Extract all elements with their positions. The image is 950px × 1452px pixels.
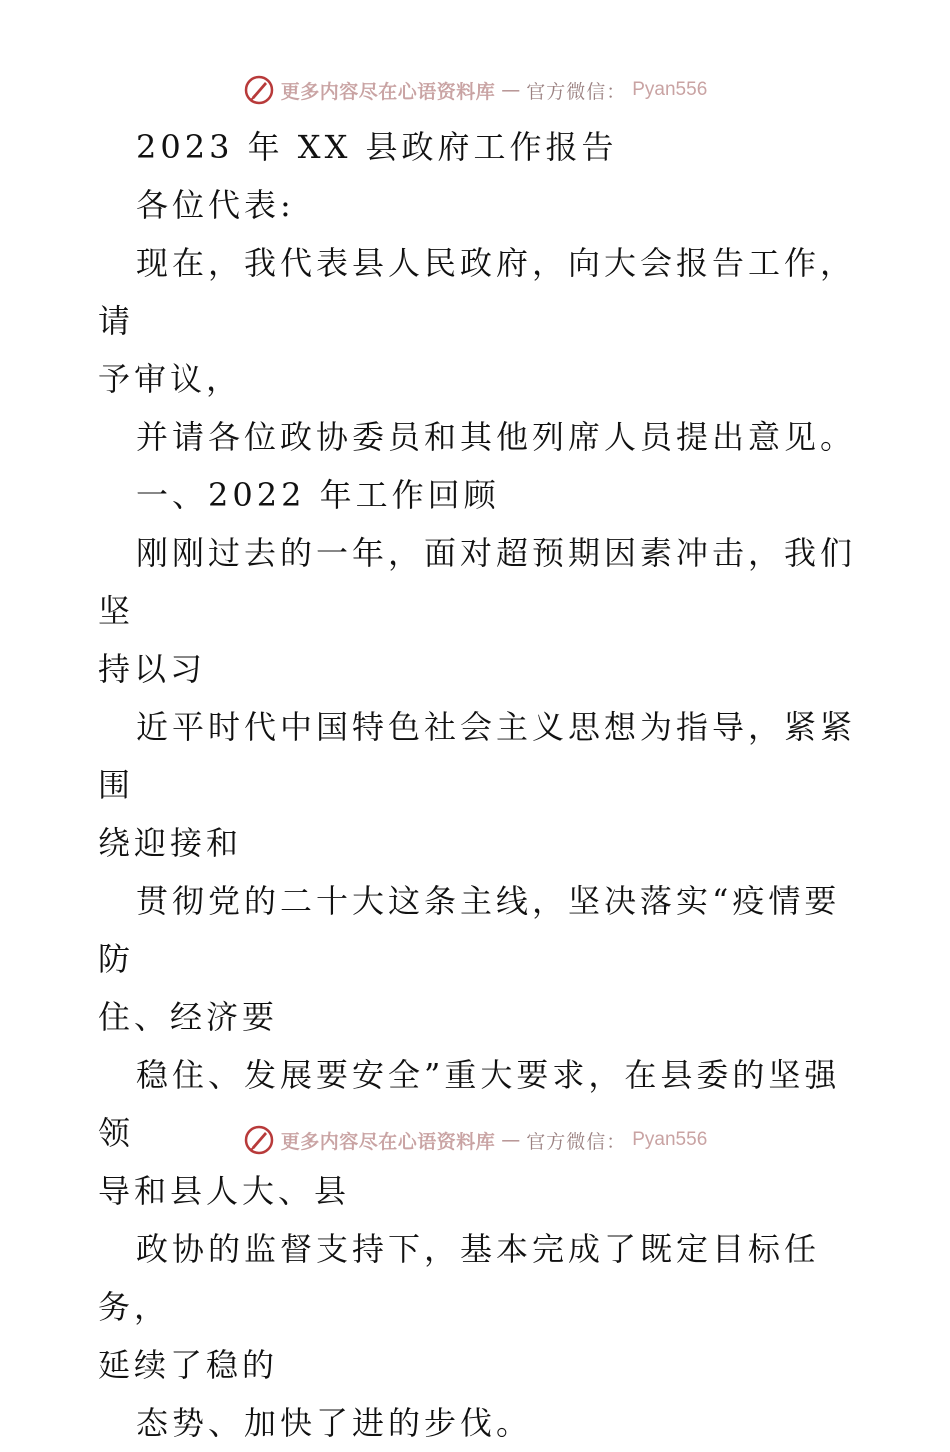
watermark-separator: —: [501, 1129, 521, 1151]
watermark-text: 更多内容尽在心语资料库: [280, 1130, 496, 1153]
paragraph-5: 贯彻党的二十大这条主线，坚决落实“疫情要防 住、经济要: [98, 882, 841, 1036]
quill-logo-icon: [243, 74, 275, 106]
watermark-separator: —: [501, 79, 521, 101]
watermark-id: Pyan556: [632, 1129, 708, 1150]
watermark-id: Pyan556: [632, 79, 708, 100]
header-watermark: [0, 70, 950, 110]
paragraph-2: 并请各位政协委员和其他列席人员提出意见。: [136, 418, 857, 456]
watermark-text: 更多内容尽在心语资料库: [280, 80, 496, 103]
watermark-label: 官方微信：: [526, 80, 627, 103]
document-body: [98, 118, 858, 1452]
quill-logo-icon: [243, 1124, 275, 1156]
footer-watermark: [0, 1120, 950, 1160]
paragraph-7: 政协的监督支持下，基本完成了既定目标任务， 延续了稳的: [98, 1230, 821, 1384]
paragraph-4: 近平时代中国特色社会主义思想为指导，紧紧围 绕迎接和: [98, 708, 857, 862]
paragraph-8: 态势、加快了进的步伐。: [136, 1404, 533, 1442]
salutation: 各位代表:: [136, 186, 295, 224]
paragraph-3: 刚刚过去的一年，面对超预期因素冲击，我们坚 持以习: [98, 534, 857, 688]
section-heading: 一、2022 年工作回顾: [136, 476, 500, 514]
paragraph-1: 现在，我代表县人民政府，向大会报告工作，请 予审议，: [98, 244, 857, 398]
document-title: 2023 年 XX 县政府工作报告: [136, 128, 618, 166]
paragraph-6: 稳住、发展要安全”重大要求，在县委的坚强领 导和县人大、县: [98, 1056, 841, 1210]
watermark-label: 官方微信：: [526, 1130, 627, 1153]
